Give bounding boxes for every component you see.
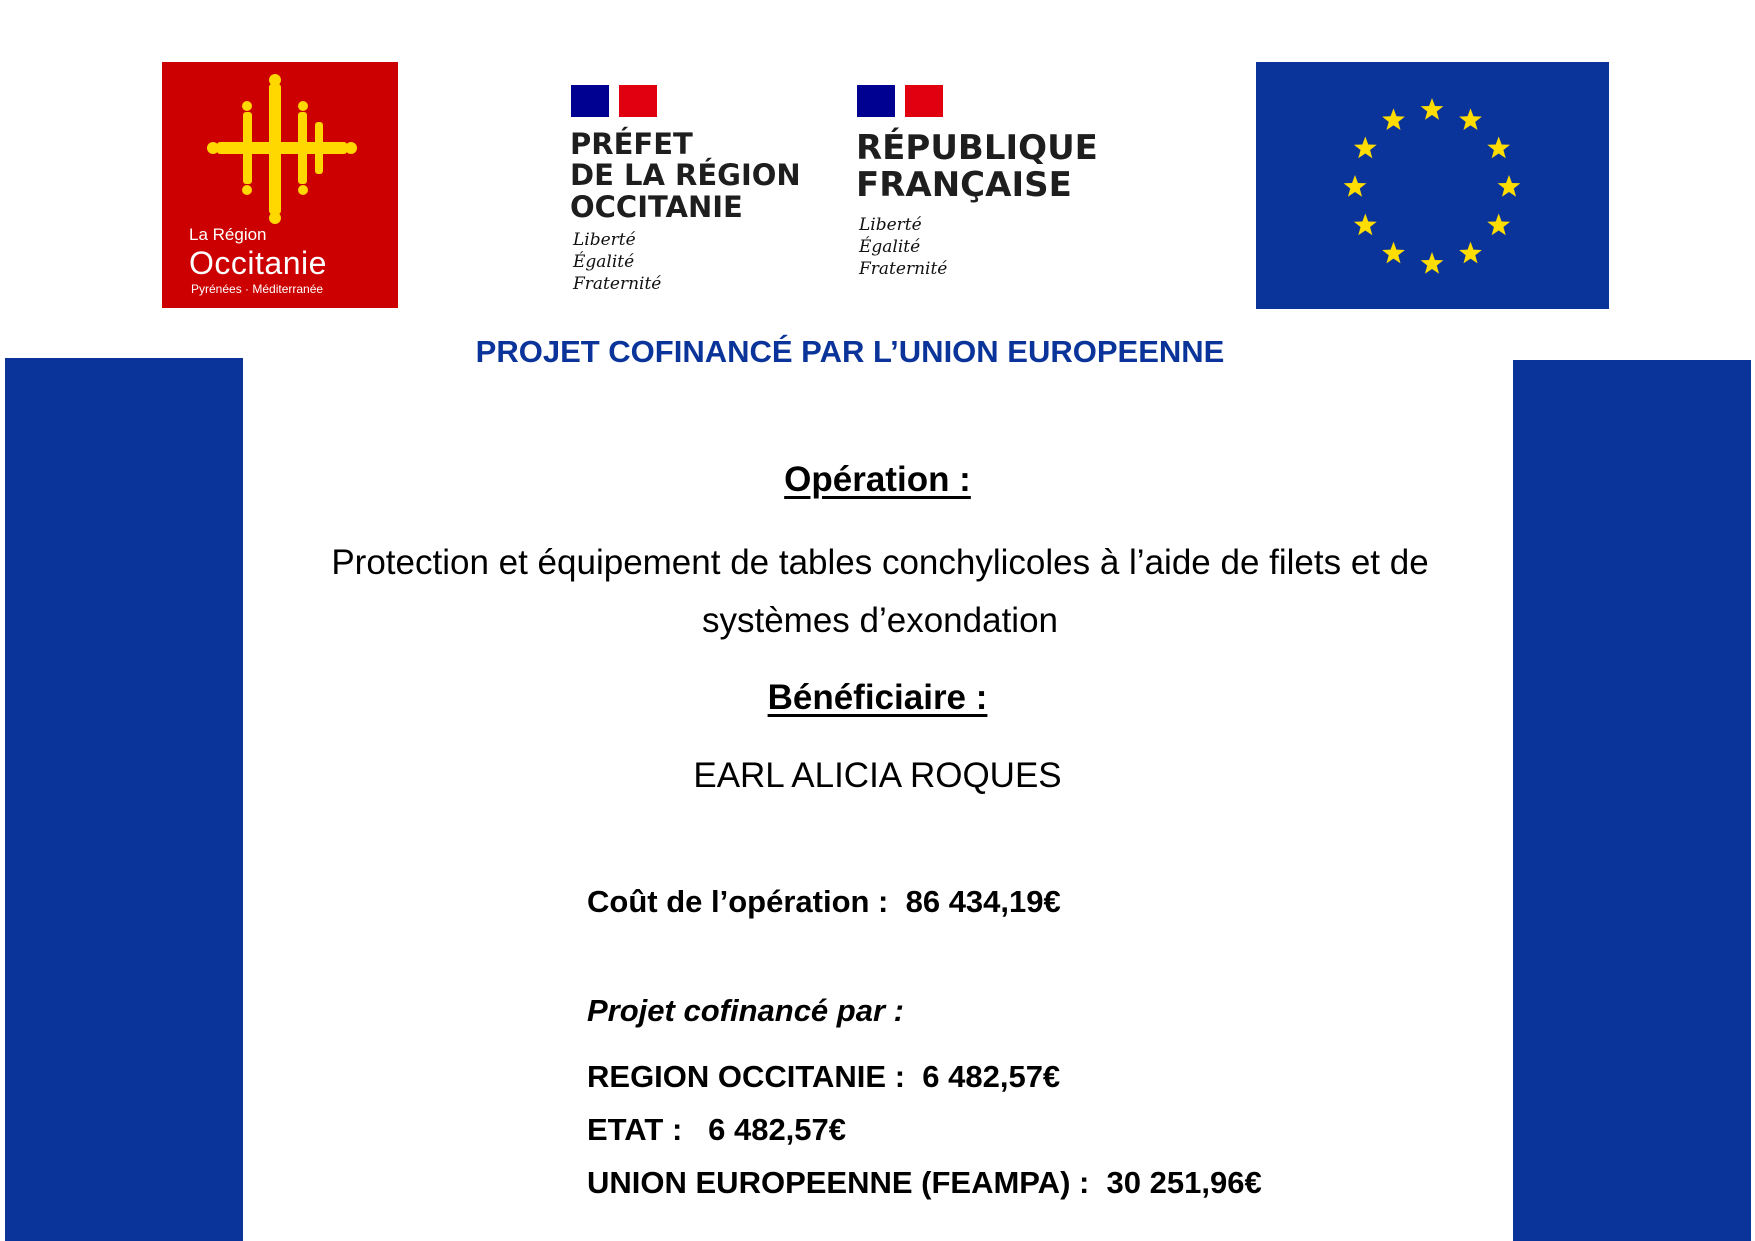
operation-heading: Opération : [784,460,971,499]
eu-star-icon [1354,137,1377,159]
marianne-flag-icon [571,85,657,117]
eu-star-icon [1498,175,1521,197]
prefet-title-line3: OCCITANIE [570,189,743,224]
occitanie-logo-name: Occitanie [189,245,327,281]
prefet-motto-egalite: Égalité [573,251,635,272]
eu-flag-icon [1256,62,1609,309]
marianne-flag-icon [857,85,943,117]
cofinance-title: PROJET COFINANCÉ PAR L’UNION EUROPEENNE [475,334,1225,369]
eu-star-icon [1382,108,1405,130]
beneficiary-heading: Bénéficiaire : [767,678,988,717]
etat-funding: ETAT : 6 482,57€ [587,1112,847,1147]
occitanie-region-logo [162,62,398,308]
beneficiary-name: EARL ALICIA ROQUES [693,756,1062,795]
eu-star-icon [1421,98,1444,120]
eu-star-icon [1354,214,1377,236]
eu-stars-circle [1256,62,1609,309]
eu-star-icon [1459,242,1482,264]
republique-title-line2: FRANÇAISE [856,164,1072,205]
occitanie-logo-line1: La Région [189,225,267,244]
prefet-motto-liberte: Liberté [573,230,636,250]
operation-cost: Coût de l’opération : 86 434,19€ [587,884,1061,919]
eu-funding: UNION EUROPEENNE (FEAMPA) : 30 251,96€ [587,1165,1262,1200]
eu-star-icon [1344,175,1367,197]
eu-star-icon [1487,214,1510,236]
occitanie-logo-subtitle: Pyrénées · Méditerranée [191,282,324,296]
eu-star-icon [1487,137,1510,159]
prefet-title-line1: PRÉFET [570,127,693,161]
republique-motto-liberte: Liberté [859,215,922,235]
republique-motto-egalite: Égalité [859,236,921,257]
operation-description: Protection et équipement de tables conchylicoles à l’aide de filets et de systèmes d’exondation [331,543,1429,640]
cofinanced-by-label: Projet cofinancé par : [587,993,904,1028]
republique-title-line1: RÉPUBLIQUE [856,128,1098,168]
occitan-cross-icon [207,74,357,224]
republique-motto-fraternite: Fraternité [859,258,948,279]
prefet-motto-fraternite: Fraternité [573,273,662,294]
eu-star-icon [1459,108,1482,130]
prefet-title-line2: DE LA RÉGION [570,158,801,193]
eu-star-icon [1382,242,1405,264]
region-funding: REGION OCCITANIE : 6 482,57€ [587,1059,1061,1094]
eu-star-icon [1421,252,1444,274]
